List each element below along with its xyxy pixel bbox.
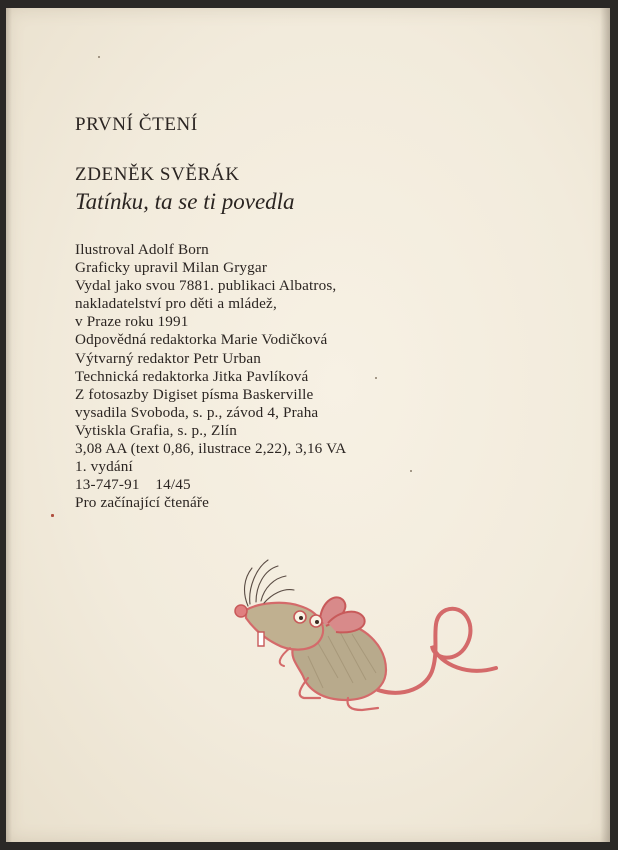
mouse-illustration [228, 548, 508, 723]
colophon-line: vysadila Svoboda, s. p., závod 4, Praha [75, 403, 319, 421]
mouse-arm [280, 648, 290, 666]
book-page [6, 8, 610, 842]
mouse-whiskers [245, 560, 294, 606]
author-name: ZDENĚK SVĚRÁK [75, 164, 240, 185]
colophon-line: Výtvarný redaktor Petr Urban [75, 349, 261, 367]
paper-speck [98, 56, 100, 58]
series-name: PRVNÍ ČTENÍ [75, 114, 198, 135]
book-title: Tatínku, ta se ti povedla [75, 189, 295, 214]
colophon-line: Z fotosazby Digiset písma Baskerville [75, 385, 314, 403]
colophon-line: Graficky upravil Milan Grygar [75, 259, 268, 277]
colophon [75, 241, 346, 512]
paper-speck [375, 377, 377, 379]
colophon-line: Pro začínající čtenáře [75, 494, 210, 512]
page-edge-shadow [600, 8, 610, 842]
colophon-line: 1. vydání [75, 458, 133, 476]
mouse-teeth [258, 632, 264, 646]
colophon-line: Vydal jako svou 7881. publikaci Albatros, [75, 277, 337, 295]
colophon-line: 13-747-91 14/45 [75, 476, 191, 494]
colophon-line: Vytiskla Grafia, s. p., Zlín [75, 421, 237, 439]
mouse-tail [378, 609, 496, 693]
colophon-line: v Praze roku 1991 [75, 313, 189, 331]
colophon-line: Odpovědná redaktorka Marie Vodičková [75, 331, 328, 349]
paper-speck [51, 514, 54, 517]
colophon-line: Ilustroval Adolf Born [75, 241, 209, 258]
colophon-line: Technická redaktorka Jitka Pavlíková [75, 367, 309, 385]
colophon-line: nakladatelství pro děti a mládež, [75, 295, 277, 313]
colophon-line: 3,08 AA (text 0,86, ilustrace 2,22), 3,16 VA [75, 440, 347, 458]
page-gutter-shadow [6, 8, 12, 842]
mouse-nose [235, 605, 247, 617]
paper-speck [410, 470, 412, 472]
